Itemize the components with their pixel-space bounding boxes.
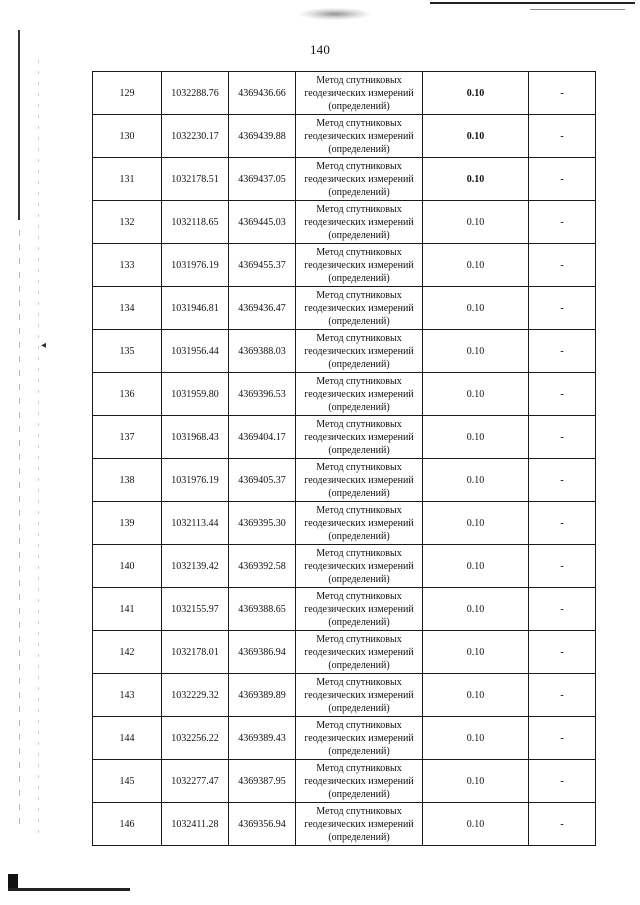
table-row [93, 115, 596, 158]
table-row [93, 201, 596, 244]
method-line: (определений) [328, 788, 390, 800]
accuracy-cell: 0.10 [423, 201, 529, 244]
method-line: геодезических измерений [304, 130, 414, 142]
point-number-cell: 132 [93, 201, 162, 244]
extra-value-cell: - [529, 72, 596, 115]
extra-value-cell: - [529, 416, 596, 459]
y-coordinate-cell: 4369405.37 [229, 459, 296, 502]
point-number-cell: 137 [93, 416, 162, 459]
x-coordinate-cell: 1031976.19 [162, 244, 229, 287]
extra-value-cell: - [529, 287, 596, 330]
method-line: Метод спутниковых [316, 375, 402, 387]
extra-value-cell: - [529, 115, 596, 158]
method-line: геодезических измерений [304, 646, 414, 658]
point-number-cell: 145 [93, 760, 162, 803]
method-line: геодезических измерений [304, 388, 414, 400]
point-number-cell: 139 [93, 502, 162, 545]
extra-value-cell: - [529, 158, 596, 201]
extra-value-cell: - [529, 244, 596, 287]
method-cell [296, 717, 423, 760]
accuracy-cell: 0.10 [423, 674, 529, 717]
method-cell [296, 760, 423, 803]
y-coordinate-cell: 4369436.47 [229, 287, 296, 330]
extra-value-cell: - [529, 717, 596, 760]
x-coordinate-cell: 1032178.01 [162, 631, 229, 674]
extra-value-cell: - [529, 588, 596, 631]
x-coordinate-cell: 1031946.81 [162, 287, 229, 330]
method-line: геодезических измерений [304, 732, 414, 744]
table-row [93, 545, 596, 588]
x-coordinate-cell: 1032277.47 [162, 760, 229, 803]
accuracy-cell: 0.10 [423, 803, 529, 846]
method-line: Метод спутниковых [316, 633, 402, 645]
method-line: геодезических измерений [304, 431, 414, 443]
scan-artifact-mark: ◂ [41, 340, 47, 351]
extra-value-cell: - [529, 760, 596, 803]
method-line: геодезических измерений [304, 775, 414, 787]
method-cell [296, 244, 423, 287]
point-number-cell: 138 [93, 459, 162, 502]
table-row [93, 416, 596, 459]
accuracy-cell: 0.10 [423, 545, 529, 588]
point-number-cell: 133 [93, 244, 162, 287]
method-cell [296, 416, 423, 459]
table-row [93, 373, 596, 416]
method-cell [296, 588, 423, 631]
scan-artifact-top-line-thin [530, 9, 625, 10]
x-coordinate-cell: 1032178.51 [162, 158, 229, 201]
method-cell [296, 545, 423, 588]
x-coordinate-cell: 1031956.44 [162, 330, 229, 373]
table-row [93, 502, 596, 545]
extra-value-cell: - [529, 631, 596, 674]
point-number-cell: 130 [93, 115, 162, 158]
x-coordinate-cell: 1032155.97 [162, 588, 229, 631]
x-coordinate-cell: 1031976.19 [162, 459, 229, 502]
extra-value-cell: - [529, 803, 596, 846]
x-coordinate-cell: 1032230.17 [162, 115, 229, 158]
y-coordinate-cell: 4369389.89 [229, 674, 296, 717]
method-line: геодезических измерений [304, 818, 414, 830]
method-line: (определений) [328, 272, 390, 284]
method-line: (определений) [328, 315, 390, 327]
method-line: Метод спутниковых [316, 74, 402, 86]
table-row [93, 631, 596, 674]
accuracy-cell: 0.10 [423, 631, 529, 674]
x-coordinate-cell: 1032139.42 [162, 545, 229, 588]
method-cell [296, 502, 423, 545]
method-cell [296, 330, 423, 373]
y-coordinate-cell: 4369455.37 [229, 244, 296, 287]
method-cell [296, 115, 423, 158]
method-line: Метод спутниковых [316, 461, 402, 473]
scan-artifact-top-line [430, 2, 635, 4]
table-row [93, 717, 596, 760]
method-cell [296, 287, 423, 330]
method-line: геодезических измерений [304, 87, 414, 99]
table-row [93, 760, 596, 803]
method-line: геодезических измерений [304, 302, 414, 314]
method-line: (определений) [328, 702, 390, 714]
method-line: (определений) [328, 229, 390, 241]
x-coordinate-cell: 1032229.32 [162, 674, 229, 717]
y-coordinate-cell: 4369392.58 [229, 545, 296, 588]
method-line: Метод спутниковых [316, 547, 402, 559]
method-line: (определений) [328, 100, 390, 112]
method-line: (определений) [328, 358, 390, 370]
method-line: геодезических измерений [304, 259, 414, 271]
method-cell [296, 631, 423, 674]
method-line: Метод спутниковых [316, 762, 402, 774]
x-coordinate-cell: 1032411.28 [162, 803, 229, 846]
method-cell [296, 459, 423, 502]
x-coordinate-cell: 1032118.65 [162, 201, 229, 244]
table-row [93, 330, 596, 373]
y-coordinate-cell: 4369439.88 [229, 115, 296, 158]
scan-artifact-left-dots [38, 60, 39, 840]
method-line: Метод спутниковых [316, 289, 402, 301]
y-coordinate-cell: 4369445.03 [229, 201, 296, 244]
method-cell [296, 373, 423, 416]
accuracy-cell: 0.10 [423, 588, 529, 631]
extra-value-cell: - [529, 373, 596, 416]
coordinates-table-body [93, 72, 596, 846]
y-coordinate-cell: 4369389.43 [229, 717, 296, 760]
method-cell [296, 674, 423, 717]
coordinates-table [92, 71, 596, 846]
point-number-cell: 144 [93, 717, 162, 760]
method-line: Метод спутниковых [316, 805, 402, 817]
scan-artifact-bottom-bar [8, 888, 130, 891]
y-coordinate-cell: 4369395.30 [229, 502, 296, 545]
y-coordinate-cell: 4369386.94 [229, 631, 296, 674]
method-cell [296, 158, 423, 201]
method-line: геодезических измерений [304, 517, 414, 529]
accuracy-cell: 0.10 [423, 158, 529, 201]
extra-value-cell: - [529, 674, 596, 717]
table-row [93, 588, 596, 631]
scan-artifact-smudge [300, 8, 370, 20]
method-line: (определений) [328, 530, 390, 542]
point-number-cell: 136 [93, 373, 162, 416]
accuracy-cell: 0.10 [423, 115, 529, 158]
extra-value-cell: - [529, 459, 596, 502]
method-line: Метод спутниковых [316, 332, 402, 344]
method-line: геодезических измерений [304, 560, 414, 572]
method-line: Метод спутниковых [316, 504, 402, 516]
method-line: геодезических измерений [304, 173, 414, 185]
point-number-cell: 134 [93, 287, 162, 330]
y-coordinate-cell: 4369396.53 [229, 373, 296, 416]
table-row [93, 72, 596, 115]
method-line: геодезических измерений [304, 474, 414, 486]
method-line: (определений) [328, 616, 390, 628]
method-line: геодезических измерений [304, 216, 414, 228]
accuracy-cell: 0.10 [423, 760, 529, 803]
point-number-cell: 131 [93, 158, 162, 201]
page-number: 140 [309, 42, 331, 57]
accuracy-cell: 0.10 [423, 244, 529, 287]
method-line: (определений) [328, 831, 390, 843]
method-line: (определений) [328, 186, 390, 198]
y-coordinate-cell: 4369356.94 [229, 803, 296, 846]
point-number-cell: 141 [93, 588, 162, 631]
method-line: геодезических измерений [304, 345, 414, 357]
accuracy-cell: 0.10 [423, 72, 529, 115]
scan-artifact-left-bar [18, 30, 20, 220]
method-cell [296, 201, 423, 244]
method-line: (определений) [328, 573, 390, 585]
method-line: Метод спутниковых [316, 719, 402, 731]
accuracy-cell: 0.10 [423, 373, 529, 416]
method-line: (определений) [328, 444, 390, 456]
x-coordinate-cell: 1032113.44 [162, 502, 229, 545]
x-coordinate-cell: 1031968.43 [162, 416, 229, 459]
point-number-cell: 140 [93, 545, 162, 588]
y-coordinate-cell: 4369388.65 [229, 588, 296, 631]
y-coordinate-cell: 4369436.66 [229, 72, 296, 115]
y-coordinate-cell: 4369388.03 [229, 330, 296, 373]
point-number-cell: 146 [93, 803, 162, 846]
accuracy-cell: 0.10 [423, 330, 529, 373]
accuracy-cell: 0.10 [423, 459, 529, 502]
accuracy-cell: 0.10 [423, 287, 529, 330]
method-line: Метод спутниковых [316, 676, 402, 688]
method-line: (определений) [328, 659, 390, 671]
method-line: Метод спутниковых [316, 418, 402, 430]
y-coordinate-cell: 4369437.05 [229, 158, 296, 201]
accuracy-cell: 0.10 [423, 717, 529, 760]
table-row [93, 244, 596, 287]
x-coordinate-cell: 1032256.22 [162, 717, 229, 760]
x-coordinate-cell: 1031959.80 [162, 373, 229, 416]
method-line: Метод спутниковых [316, 590, 402, 602]
extra-value-cell: - [529, 201, 596, 244]
extra-value-cell: - [529, 330, 596, 373]
accuracy-cell: 0.10 [423, 502, 529, 545]
table-row [93, 158, 596, 201]
method-cell [296, 803, 423, 846]
method-line: Метод спутниковых [316, 203, 402, 215]
method-line: геодезических измерений [304, 689, 414, 701]
method-line: геодезических измерений [304, 603, 414, 615]
extra-value-cell: - [529, 545, 596, 588]
table-row [93, 287, 596, 330]
method-line: (определений) [328, 745, 390, 757]
method-line: Метод спутниковых [316, 117, 402, 129]
point-number-cell: 129 [93, 72, 162, 115]
scan-artifact-left-dashes [19, 230, 20, 830]
y-coordinate-cell: 4369404.17 [229, 416, 296, 459]
table-row [93, 459, 596, 502]
point-number-cell: 143 [93, 674, 162, 717]
method-line: (определений) [328, 487, 390, 499]
method-line: Метод спутниковых [316, 246, 402, 258]
table-row [93, 803, 596, 846]
accuracy-cell: 0.10 [423, 416, 529, 459]
point-number-cell: 142 [93, 631, 162, 674]
method-line: (определений) [328, 143, 390, 155]
table-row [93, 674, 596, 717]
method-line: Метод спутниковых [316, 160, 402, 172]
y-coordinate-cell: 4369387.95 [229, 760, 296, 803]
point-number-cell: 135 [93, 330, 162, 373]
extra-value-cell: - [529, 502, 596, 545]
x-coordinate-cell: 1032288.76 [162, 72, 229, 115]
method-cell [296, 72, 423, 115]
method-line: (определений) [328, 401, 390, 413]
